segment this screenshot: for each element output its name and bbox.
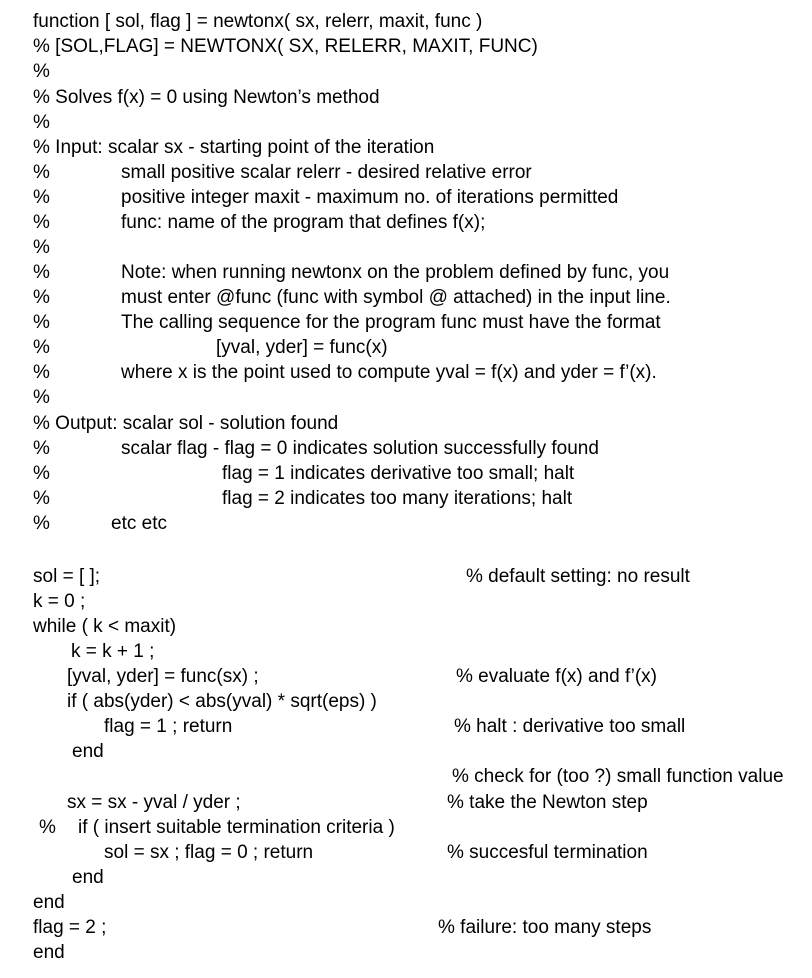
calling-format: [yval, yder] = func(x): [216, 337, 388, 358]
output-flag2-desc: flag = 2 indicates too many iterations; halt: [222, 488, 573, 509]
k-init-stmt: k = 0 ;: [33, 591, 86, 612]
comment-marker: %: [33, 387, 50, 408]
flag1-return-stmt: flag = 1 ; return: [104, 716, 233, 737]
note-line-1: Note: when running newtonx on the problem defined by func, you: [121, 262, 670, 283]
output-flag1-desc: flag = 1 indicates derivative too small; halt: [222, 463, 575, 484]
success-stmt: sol = sx ; flag = 0 ; return: [104, 842, 314, 863]
evaluate-comment: % evaluate f(x) and f’(x): [456, 666, 657, 687]
input-func-desc: func: name of the program that defines f(x);: [121, 212, 486, 233]
input-maxit-desc: positive integer maxit - maximum no. of iterations permitted: [121, 187, 619, 208]
comment-marker: %: [33, 237, 50, 258]
comment-marker: %: [33, 187, 50, 208]
comment-marker: %: [33, 262, 50, 283]
input-title-comment: % Input: scalar sx - starting point of the iteration: [33, 137, 435, 158]
blank-comment: %: [33, 112, 50, 133]
comment-marker: %: [33, 337, 50, 358]
note-line-3: The calling sequence for the program func must have the format: [121, 312, 661, 333]
end-if-stmt: end: [72, 867, 104, 888]
usage-comment: % [SOL,FLAG] = NEWTONX( SX, RELERR, MAXIT, FUNC): [33, 36, 538, 57]
func-eval-stmt: [yval, yder] = func(sx) ;: [67, 666, 259, 687]
newton-step-comment: % take the Newton step: [447, 792, 648, 813]
note-line-4: where x is the point used to compute yval = f(x) and yder = f’(x).: [121, 362, 657, 383]
flag2-stmt: flag = 2 ;: [33, 917, 107, 938]
end-function-stmt: end: [33, 942, 65, 963]
while-stmt: while ( k < maxit): [33, 616, 177, 637]
comment-marker: %: [33, 438, 50, 459]
input-relerr-desc: small positive scalar relerr - desired relative error: [121, 162, 532, 183]
output-title-comment: % Output: scalar sol - solution found: [33, 413, 339, 434]
comment-marker: %: [33, 488, 50, 509]
if-termination-stmt: if ( insert suitable termination criteria ): [78, 817, 395, 838]
comment-marker: %: [33, 513, 50, 534]
note-line-2: must enter @func (func with symbol @ attached) in the input line.: [121, 287, 671, 308]
end-if-stmt: end: [72, 741, 104, 762]
comment-marker: %: [33, 463, 50, 484]
output-flag0-desc: scalar flag - flag = 0 indicates solution successfully found: [121, 438, 599, 459]
if-derivative-stmt: if ( abs(yder) < abs(yval) * sqrt(eps) ): [67, 691, 377, 712]
halt-comment: % halt : derivative too small: [454, 716, 686, 737]
success-comment: % succesful termination: [447, 842, 648, 863]
check-small-value-comment: % check for (too ?) small function value: [452, 766, 784, 787]
purpose-comment: % Solves f(x) = 0 using Newton’s method: [33, 87, 380, 108]
blank-comment: %: [33, 61, 50, 82]
etc-line: etc etc: [111, 513, 167, 534]
comment-marker: %: [33, 362, 50, 383]
function-signature: function [ sol, flag ] = newtonx( sx, relerr, maxit, func ): [33, 11, 483, 32]
default-setting-comment: % default setting: no result: [466, 566, 690, 587]
newton-step-stmt: sx = sx - yval / yder ;: [67, 792, 241, 813]
comment-marker: %: [33, 162, 50, 183]
comment-marker: %: [39, 817, 56, 838]
end-while-stmt: end: [33, 892, 65, 913]
comment-marker: %: [33, 312, 50, 333]
sol-init-stmt: sol = [ ];: [33, 566, 101, 587]
comment-marker: %: [33, 287, 50, 308]
comment-marker: %: [33, 212, 50, 233]
k-increment-stmt: k = k + 1 ;: [71, 641, 155, 662]
failure-comment: % failure: too many steps: [438, 917, 652, 938]
